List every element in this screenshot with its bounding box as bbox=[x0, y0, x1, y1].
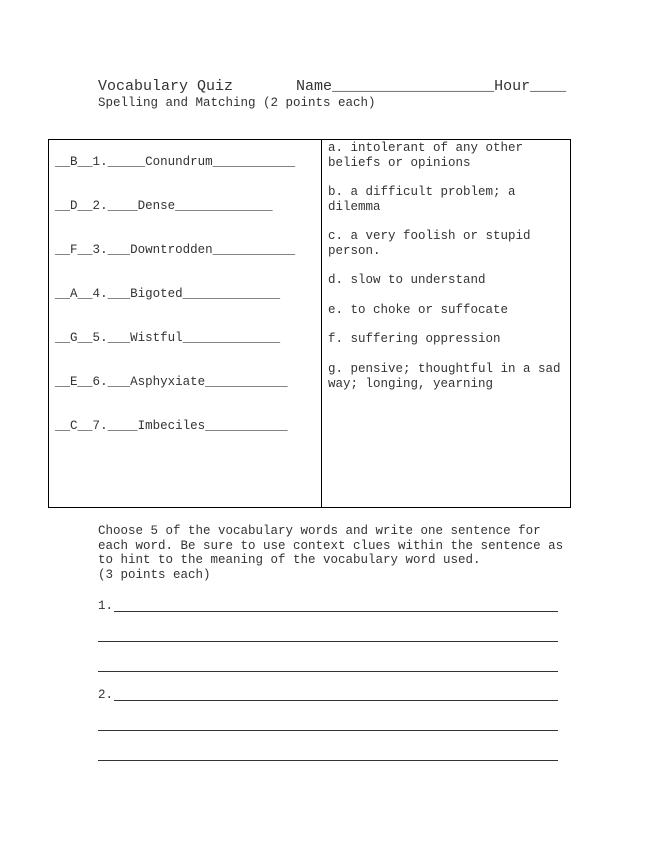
name-label: Name bbox=[296, 78, 333, 95]
vocab-word-7: Imbeciles bbox=[137, 419, 206, 433]
answer-line[interactable] bbox=[114, 700, 558, 701]
definition-c: c. a very foolish or stupid person. bbox=[328, 229, 539, 258]
sentence-label-2: 2. bbox=[98, 688, 114, 702]
matching-item-2: __D__2.____Dense_____________ bbox=[55, 199, 273, 213]
answer-3: F bbox=[70, 243, 78, 257]
sentence-instructions: Choose 5 of the vocabulary words and write one sentence for each word. Be sure to use context clues within the sentence as to hint to the meaning of the vocabulary word used. (3 points each) bbox=[98, 524, 564, 582]
vocab-word-6: Asphyxiate bbox=[130, 375, 206, 389]
definition-d: d. slow to understand bbox=[328, 273, 486, 287]
vocab-word-2: Dense bbox=[137, 199, 176, 213]
answer-line[interactable] bbox=[98, 671, 558, 672]
matching-item-6: __E__6.___Asphyxiate___________ bbox=[55, 375, 288, 389]
item-number-7: 7 bbox=[92, 419, 101, 433]
answer-6: E bbox=[70, 375, 78, 389]
answer-1: B bbox=[70, 155, 78, 169]
answer-line[interactable] bbox=[98, 641, 558, 642]
item-number-5: 5 bbox=[92, 331, 101, 345]
answer-7: C bbox=[70, 419, 78, 433]
vocab-word-3: Downtrodden bbox=[130, 243, 213, 257]
quiz-subtitle: Spelling and Matching (2 points each) bbox=[98, 96, 376, 110]
matching-item-5: __G__5.___Wistful_____________ bbox=[55, 331, 281, 345]
sentence-label-1: 1. bbox=[98, 599, 114, 613]
answer-2: D bbox=[70, 199, 78, 213]
definition-g: g. pensive; thoughtful in a sad way; longing, yearning bbox=[328, 362, 569, 391]
quiz-title: Vocabulary Quiz bbox=[98, 78, 234, 95]
item-number-6: 6 bbox=[92, 375, 101, 389]
definition-a: a. intolerant of any other beliefs or opinions bbox=[328, 141, 531, 170]
matching-table bbox=[48, 139, 571, 508]
item-number-3: 3 bbox=[92, 243, 101, 257]
vocab-word-5: Wistful bbox=[130, 331, 183, 345]
definition-b: b. a difficult problem; a dilemma bbox=[328, 185, 524, 214]
matching-item-1: __B__1._____Conundrum___________ bbox=[55, 155, 296, 169]
matching-item-3: __F__3.___Downtrodden___________ bbox=[55, 243, 296, 257]
quiz-header: Vocabulary Quiz Name__________________Hour____ bbox=[98, 78, 567, 95]
vocab-word-1: Conundrum bbox=[145, 155, 213, 169]
answer-line[interactable] bbox=[114, 611, 558, 612]
matching-item-7: __C__7.____Imbeciles___________ bbox=[55, 419, 288, 433]
item-number-1: 1 bbox=[92, 155, 101, 169]
answer-5: G bbox=[70, 331, 78, 345]
hour-label: Hour bbox=[494, 78, 531, 95]
matching-item-4: __A__4.___Bigoted_____________ bbox=[55, 287, 281, 301]
answer-line[interactable] bbox=[98, 730, 558, 731]
definition-f: f. suffering oppression bbox=[328, 332, 501, 346]
item-number-4: 4 bbox=[92, 287, 101, 301]
item-number-2: 2 bbox=[92, 199, 101, 213]
table-divider bbox=[321, 140, 322, 507]
vocab-word-4: Bigoted bbox=[130, 287, 183, 301]
answer-4: A bbox=[70, 287, 78, 301]
definition-e: e. to choke or suffocate bbox=[328, 303, 509, 317]
answer-line[interactable] bbox=[98, 760, 558, 761]
